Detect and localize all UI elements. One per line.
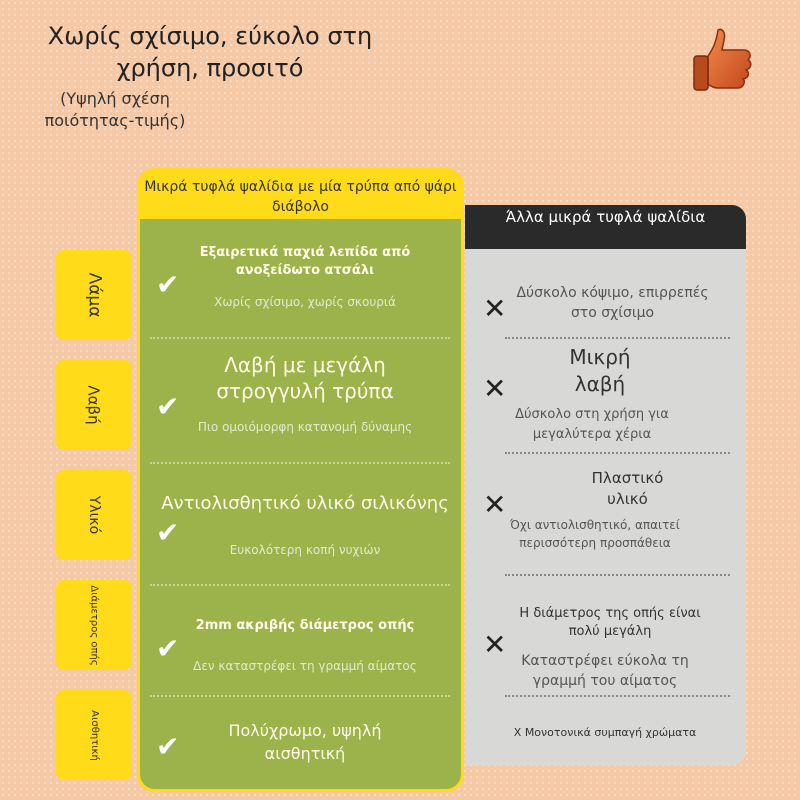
check-icon: ✔: [156, 730, 180, 763]
row-label-hole-diameter: Διάμετρος οπής: [56, 580, 132, 670]
right-row-3-title: Πλαστικό υλικό: [591, 469, 664, 508]
left-row-3-title: Αντιολισθητικό υλικό σιλικόνης: [161, 493, 449, 514]
left-row-2-sub: Πιο ομοιόμορφη κατανομή δύναμης: [197, 420, 413, 434]
thumbs-up-icon: [688, 26, 760, 98]
divider: [150, 337, 450, 339]
page-title: Χωρίς σχίσιμο, εύκολο στη χρήση, προσιτό: [47, 22, 373, 82]
cross-icon: ✕: [483, 372, 507, 405]
check-icon: ✔: [156, 390, 180, 423]
product-column-header: Μικρά τυφλά ψαλίδια με μία τρύπα από ψάρι διάβολο: [140, 171, 461, 219]
left-row-4-sub: Δεν καταστρέφει τη γραμμή αίματος: [193, 659, 417, 673]
divider: [150, 584, 450, 586]
right-row-4-title: Η διάμετρος της οπής είναι πολύ μεγάλη: [519, 606, 701, 639]
divider: [505, 574, 730, 576]
check-icon: ✔: [156, 268, 180, 301]
cross-icon: ✕: [483, 628, 507, 661]
check-icon: ✔: [156, 516, 180, 549]
right-row-2-title: Μικρή λαβή: [569, 345, 631, 396]
divider: [150, 695, 450, 697]
left-row-2-title: Λαβή με μεγάλη στρογγυλή τρύπα: [216, 353, 394, 403]
check-icon: ✔: [156, 632, 180, 665]
left-row-1-sub: Χωρίς σχίσιμο, χωρίς σκουριά: [214, 295, 396, 309]
right-row-5-sub: Χ Μονοτονικά συμπαγή χρώματα: [513, 726, 697, 739]
divider: [505, 337, 730, 339]
left-row-3-sub: Ευκολότερη κοπή νυχιών: [229, 543, 381, 557]
row-label-blade: Λάμα: [56, 250, 132, 340]
divider: [505, 452, 730, 454]
row-label-aesthetics: Αισθητική: [56, 690, 132, 780]
divider: [505, 695, 730, 697]
divider: [150, 462, 450, 464]
row-label-material: Υλικό: [56, 470, 132, 560]
row-label-handle: Λαβή: [56, 360, 132, 450]
right-row-1-sub: Δύσκολο κόψιμο, επιρρεπές στο σχίσιμο: [516, 285, 709, 321]
competitor-column-header: Άλλα μικρά τυφλά ψαλίδια: [465, 205, 746, 249]
page-subtitle: (Υψηλή σχέση ποιότητας-τιμής): [44, 89, 186, 130]
left-row-1-title: Εξαιρετικά παχιά λεπίδα από ανοξείδωτο ατσάλι: [199, 245, 411, 278]
right-row-2-sub: Δύσκολο στη χρήση για μεγαλύτερα χέρια: [515, 407, 669, 442]
right-row-4-sub: Καταστρέφει εύκολα τη γραμμή του αίματος: [521, 653, 689, 689]
left-row-4-title: 2mm ακριβής διάμετρος οπής: [195, 618, 415, 633]
cross-icon: ✕: [483, 292, 507, 325]
left-row-5-title: Πολύχρωμο, υψηλή αισθητική: [228, 721, 382, 763]
right-row-3-sub: Όχι αντιολισθητικό, απαιτεί περισσότερη προσπάθεια: [510, 518, 680, 550]
cross-icon: ✕: [483, 488, 507, 521]
